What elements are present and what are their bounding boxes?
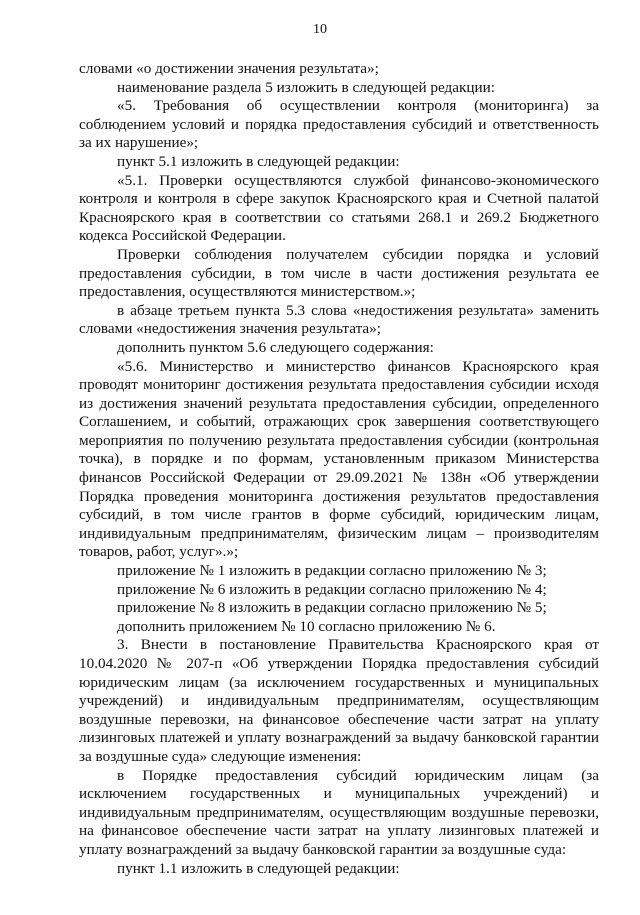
paragraph-item3: 3. Внести в постановление Правительства Красноярского края от 10.04.2020 № 207-п «Об утверждении Порядка предоставления субсидий юридическим лицам (за исключением государственных и муниципальных учреждений) и индивидуальным предпринимателям, осуществляющим воздушные перевозки, на финансовое обеспечение части затрат на уплату лизинговых платежей и уплату вознаграждений за выдачу банковской гарантии за воздушные суда» следующие изменения: [79, 636, 599, 765]
paragraph-section5-title-intro: наименование раздела 5 изложить в следующей редакции: [117, 78, 495, 96]
paragraph-section5-title: «5. Требования об осуществлении контроля (мониторинга) за соблюдением условий и порядка предоставления субсидий и ответственность за их нарушение»; [79, 97, 599, 152]
paragraph-clause51-inspections: Проверки соблюдения получателем субсидии порядка и условий предоставления субсидии, в том числе в части достижения результата ее предоставления, осуществляются министерством.»; [79, 245, 599, 301]
paragraph-procedure: в Порядке предоставления субсидий юридическим лицам (за исключением государственных и муниципальных учреждений) и индивидуальным предпринимателям, осуществляющим воздушные перевозки, на финансовое обеспечение части затрат на уплату лизинговых платежей и уплату вознаграждений за выдачу банковской гарантии за воздушные суда: [79, 766, 599, 858]
paragraph-clause11-intro: пункт 1.1 изложить в следующей редакции: [117, 859, 400, 877]
paragraph-clause53-change: в абзаце третьем пункта 5.3 слова «недостижения результата» заменить словами «недостижения значения результата»; [79, 301, 599, 338]
paragraph-appendix8: приложение № 8 изложить в редакции согласно приложению № 5; [117, 599, 547, 617]
page-number: 10 [313, 22, 327, 37]
paragraph-appendix6: приложение № 6 изложить в редакции согласно приложению № 4; [117, 580, 547, 598]
document-body [79, 60, 599, 878]
paragraph-clause56: «5.6. Министерство и министерство финансов Красноярского края проводят мониторинг достижения результата предоставления субсидии исходя из достижения значений результата предоставления субсидии, определенного Соглашением, и событий, отражающих срок завершения соответствующего мероприятия по получению результата предоставления субсидии (контрольная точка), в порядке и по формам, установленным приказом Министерства финансов Российской Федерации от 29.09.2021 № 138н «Об утверждении Порядка проведения мониторинга достижения результатов предоставления субсидий, в том числе грантов в форме субсидий, юридическим лицам, индивидуальным предпринимателям, физическим лицам – производителям товаров, работ, услуг».»; [79, 357, 599, 561]
paragraph-clause51: «5.1. Проверки осуществляются службой финансово-экономического контроля и контроля в сфере закупок Красноярского края и Счетной палатой Красноярского края в соответствии со статьями 268.1 и 269.2 Бюджетного кодекса Российской Федерации. [79, 171, 599, 245]
paragraph-clause51-intro: пункт 5.1 изложить в следующей редакции: [117, 152, 400, 170]
paragraph-clause56-intro: дополнить пунктом 5.6 следующего содержания: [117, 338, 434, 356]
paragraph-appendix1: приложение № 1 изложить в редакции согласно приложению № 3; [117, 562, 547, 580]
paragraph-continuation: словами «о достижении значения результата»; [79, 60, 379, 77]
paragraph-appendix10: дополнить приложением № 10 согласно приложению № 6. [117, 617, 496, 635]
